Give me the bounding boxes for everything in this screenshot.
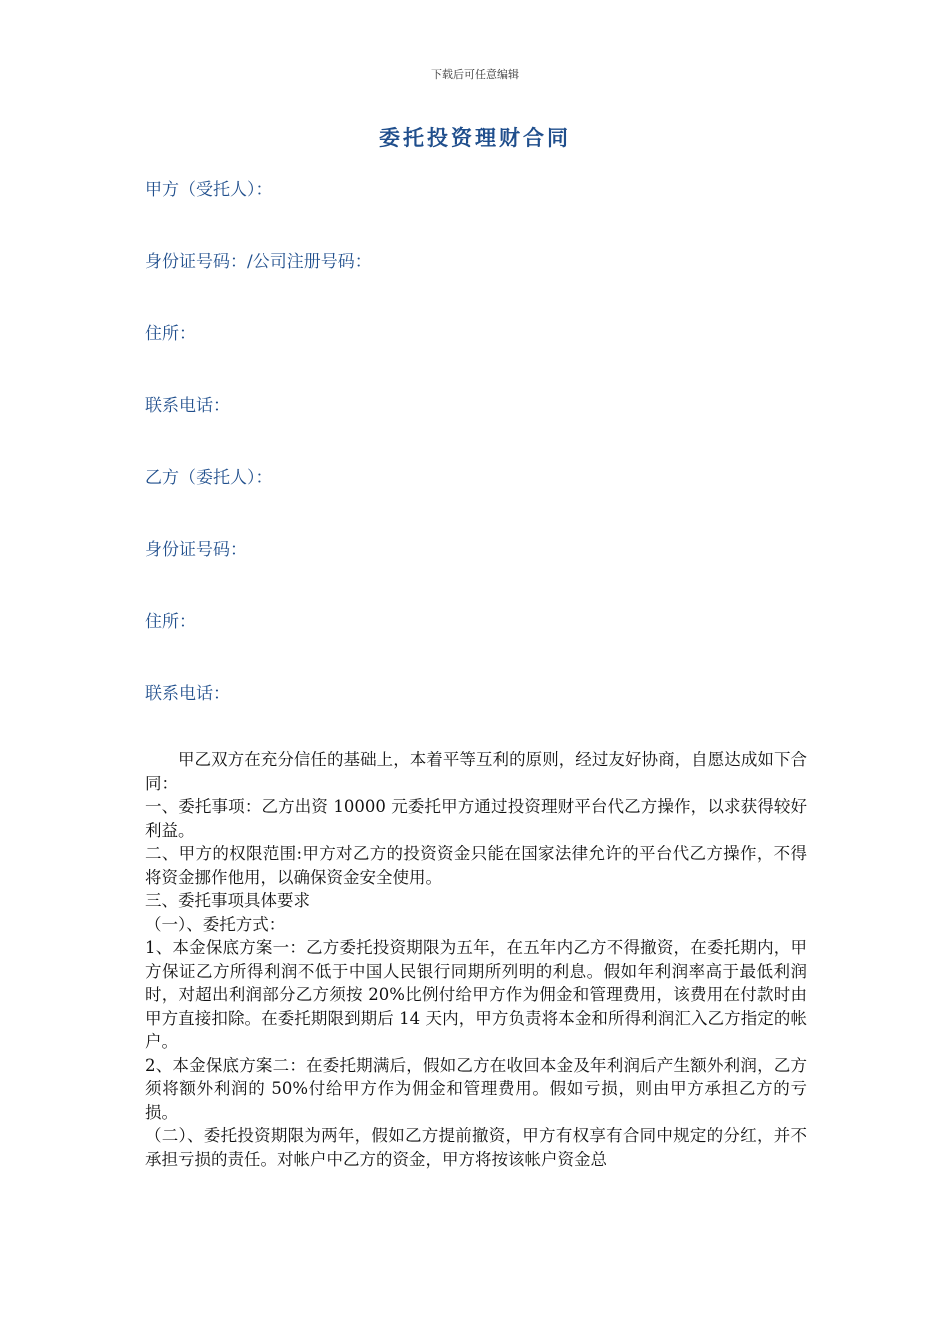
subsection-1-heading: （一）、委托方式： [145,914,286,934]
intro-paragraph: 甲乙双方在充分信任的基础上，本着平等互利的原则，经过友好协商，自愿达成如下合同： [145,750,807,793]
plan-1-paragraph: 1、本金保底方案一：乙方委托投资期限为五年，在五年内乙方不得撤资，在委托期内，甲方保证乙方所得利润不低于中国人民银行同期所列明的利息。假如年利润率高于最低利润时，对超出利润部分乙方须按 20%比例付给甲方作为佣金和管理费用，该费用在付款时由甲方直接扣除。在委托期限到期后 14 天内，甲方负责将本金和所得利润汇入乙方指定的帐户。 [145,938,807,1051]
clause-3-heading: 三、委托事项具体要求 [145,891,310,910]
party-a-address-label: 住所： [145,324,196,344]
party-b-name-label: 乙方（委托人）： [145,468,273,488]
contract-body [145,748,807,1171]
subsection-2-paragraph: （二）、委托投资期限为两年，假如乙方提前撤资，甲方有权享有合同中规定的分红，并不承担亏损的责任。对帐户中乙方的资金，甲方将按该帐户资金总 [145,1126,807,1169]
document-title: 委托投资理财合同 [379,126,571,150]
party-b-phone-label: 联系电话： [145,684,230,704]
clause-2-paragraph: 二、甲方的权限范围:甲方对乙方的投资资金只能在国家法律允许的平台代乙方操作，不得将资金挪作他用，以确保资金安全使用。 [145,844,807,887]
party-b-id-label: 身份证号码： [145,540,247,560]
plan-2-paragraph: 2、本金保底方案二：在委托期满后，假如乙方在收回本金及年利润后产生额外利润，乙方须将额外利润的 50%付给甲方作为佣金和管理费用。假如亏损，则由甲方承担乙方的亏损。 [145,1055,807,1122]
party-a-name-label: 甲方（受托人）： [145,180,273,200]
clause-1-paragraph: 一、委托事项：乙方出资 10000 元委托甲方通过投资理财平台代乙方操作，以求获得较好利益。 [145,797,807,840]
header-note: 下载后可任意编辑 [431,68,519,81]
party-b-address-label: 住所： [145,612,196,632]
party-a-phone-label: 联系电话： [145,396,230,416]
party-a-id-label: 身份证号码：/公司注册号码： [145,252,372,272]
